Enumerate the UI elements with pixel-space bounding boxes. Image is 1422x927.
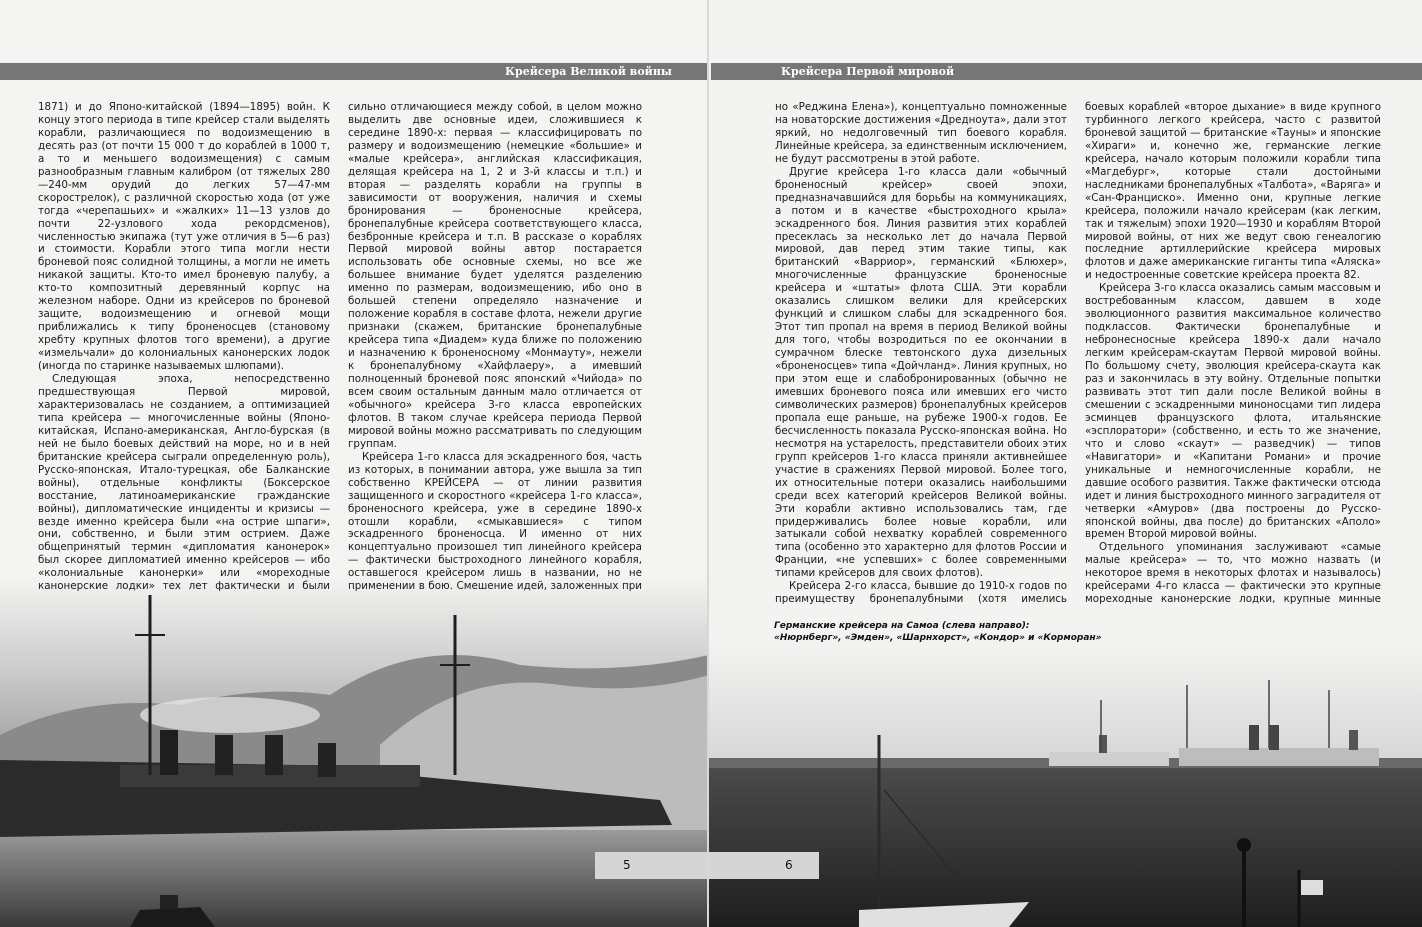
caption-line: Германские крейсера на Самоа (слева направо): (774, 621, 1030, 631)
paragraph: Крейсера 2-го класса, бывшие до 1910-х годов по преимуществу бронепалубными (хотя имелись (775, 580, 1067, 606)
paragraph: Следующая эпоха, непосредственно предшествующая Первой мировой, характеризовалась не созданием, а оптимизацией типа крейсера — многочисленные войны (Японо-китайская, Испано-американская, Англо-бурская (в ней не было боевых действий на море, но и в ней британские крейсера сыграли определенную роль), Русско-японская, Итало-турецкая, обе Балканские войны), отдельные конфликты (Боксерское восстание, латиноамериканские гражданские войны), дипломатические инциденты и кризисы — везде именно крейсера были «на острие шпаги», они, собственно, и были этим острием. Даже общепринятый термин «дипломатия канонерок» был скорее дипломатией именно крейсеров — ибо «колониальные канонерки» или «мореходные канонерские лодки» тех лет фактически и были (38, 373, 330, 591)
photo-caption (774, 620, 1102, 644)
page-number-left: 5 (595, 852, 709, 879)
paragraph: Отдельного упоминания заслуживают «самые малые крейсера» — то, что можно назвать (и некоторое время в некоторых флотах и называлось) крейсерами 4-го класса — фактически это крупные мореходные канонерские лодки, крупные минные (1085, 541, 1381, 606)
paragraph: но «Реджина Елена»), концептуально помноженные на новаторские достижения «Дредноута», дали этот яркий, но недолговечный тип боевого корабля. Линейные крейсера, за единственным исключением, не будут рассмотрены в этой работе. (775, 101, 1067, 165)
paragraph: боевых кораблей «второе дыхание» в виде крупного турбинного легкого крейсера, часто с развитой броневой защитой — британские «Тауны» и японские «Хираги» и, конечно же, германские легкие крейсера, начало которым положили корабли типа «Магдебург», которые стали достойными наследниками бронепалубных «Талбота», «Варяга» и «Сан-Франциско». Именно они, крупные легкие крейсера, положили начало крейсерам (как легким, так и тяжелым) эпохи 1920—1930 и кораблям Второй мировой войны, от них же ведут свою генеалогию последние артиллерийские крейсера мировых флотов и даже американские гиганты типа «Аляска» и недостроенные советские крейсера проекта 82. (1085, 101, 1381, 282)
page-spine (707, 0, 709, 927)
page-number-right: 6 (709, 852, 819, 879)
right-page (709, 0, 1422, 927)
paragraph: сильно отличающиеся между собой, в целом можно выделить две основные идеи, сложившиеся к середине 1890-х: первая — классифицировать по размеру и водоизмещению (немецкие «большие» и «малые крейсера», английская классификация, делящая крейсера на 1, 2 и 3-й классы и т.п.) и вторая — разделять корабли на группы в зависимости от вооружения, наличия и схемы бронирования — броненосные крейсера, бронепалубные крейсера соответствующего класса, безбронные крейсера и т.п. В рассказе о кораблях Первой мировой войны автор постарается использовать обе основные схемы, но все же большее внимание будет уделятся разделению именно по размерам, водоизмещению, ибо оно в большей степени определяло назначение и положение корабля в составе флота, нежели другие признаки (скажем, британские бронепалубные крейсера типа «Диадем» куда ближе по положению и назначению к броненосному «Монмауту», нежели к бронепалубному «Хайфлаеру», а имевший полноценный броневой пояс японский «Чийода» по всем своим остальным данным мало отличается от «обычного» крейсера 3-го класса европейских флотов. В таком случае крейсера периода Первой мировой войны можно рассматривать по следующим группам. (348, 101, 642, 450)
paragraph: 1871) и до Японо-китайской (1894—1895) войн. К концу этого периода в типе крейсер стали выделять корабли, различающиеся по водоизмещению в десять раз (от почти 15 000 т до кораблей в 1000 т, а то и меньшего водоизмещения) с самым разнообразным главным калибром (от тяжелых 280—240-мм орудий до легких 57—47-мм скорострелок), с различной скоростью хода (от уже тогда «черепашьих» и «жалких» 11—13 узлов до почти 22-узлового хода рекордсменов), численностью экипажа (тут уже отличия в 5—6 раз) и стоимости. Корабли этого типа могли нести броневой пояс солидной толщины, а могли не иметь никакой защиты. Кто-то имел броневую палубу, а кто-то композитный деревянный корпус на железном наборе. Одни из крейсеров по броневой защите, водоизмещению и огневой мощи приближались к типу броненосцев (становому хребту крупных флотов того времени), а другие «измельчали» до колониальных канонерских лодок (иногда по старинке называемых шлюпами). (38, 101, 330, 373)
left-page (0, 0, 709, 927)
running-head-left: Крейсера Великой войны (0, 63, 707, 80)
cruiser-photo-right (709, 640, 1422, 927)
paragraph: Крейсера 1-го класса для эскадренного боя, часть из которых, в понимании автора, уже вышла за тип собственно КРЕЙСЕРА — от линии развития защищенного и скоростного «крейсера 1-го класса», броненосного крейсера, уже в середине 1890-х отошли корабли, «смыкавшиеся» с типом эскадренного броненосца. И именно от них концептуально произошел тип линейного крейсера — фактически быстроходного линейного корабля, оставшегося крейсером лишь в названии, но не применении в бою. Смешение идей, заложенных при (348, 450, 642, 591)
paragraph: Другие крейсера 1-го класса дали «обычный броненосный крейсер» своей эпохи, предназначавшийся для борьбы на коммуникациях, а потом и в качестве «быстроходного крыла» эскадренного боя. Линия развития этих кораблей пресеклась за несколько лет до начала Первой мировой, дав перед этим такие типы, как британский «Варриор», германский «Блюхер», многочисленные французские броненосные крейсера и «штаты» флота США. Эти корабли оказались слишком велики для крейсерских функций и слишком слабы для эскадренного боя. Этот тип пропал на время в период Великой войны для того, чтобы возродиться по ее окончании в сумрачном блеске тевтонского духа дизельных «броненосцев» типа «Дойчланд». Линия крупных, но при этом еще и слабобронированных (обычно не имевших броневого пояса или имевших его чисто символических размеров) бронепалубных крейсеров пропала еще раньше, на рубеже 1900-х годов. Ее бесчисленность показала Русско-японская война. Но несмотря на устарелость, представители обоих этих групп крейсеров 1-го класса приняли активнейшее участие в сражениях Первой мировой. Более того, их относительные потери оказались наибольшими среди всех категорий крейсеров Великой войны. Эти корабли активно использовались там, где придерживались более новые корабли, или затыкали собой нехватку кораблей современного типа (особенно это характерно для флотов России и Франции, «не успевших» с более современными типами крейсеров для своих флотов). (775, 165, 1067, 580)
right-page-column-2 (1085, 101, 1381, 606)
running-head-right: Крейсера Первой мировой (711, 63, 1422, 80)
caption-line: «Нюрнберг», «Эмден», «Шарнхорст», «Кондор» и «Корморан» (774, 633, 1102, 643)
paragraph: Крейсера 3-го класса оказались самым массовым и востребованным классом, давшем в ходе эволюционного развития максимальное количество подклассов. Фактически бронепалубные и небронесносные крейсера 1890-х дали начало легким крейсерам-скаутам Первой мировой войны. По большому счету, эволюция крейсера-скаута как раз и закончилась в эту войну. Отдельные попытки развивать этот тип дали после Великой войны в смешении с эскадренными миноносцами тип лидера эсминцев французского флота, итальянские «эсплоратори» (собственно, и есть то же значение, что и слово «скаут» — разведчик) — типов «Навигатори» и «Капитани Романи» и прочие уникальные и немногочисленные корабли, не давшие особого развития. Также фактически отсюда идет и линия быстроходного минного заградителя от четверки «Амуров» (два построены до Русско-японской войны, два после) до британских «Аполо» времен Второй мировой войны. (1085, 282, 1381, 541)
left-page-column-2 (348, 101, 642, 591)
left-page-column-1 (38, 101, 330, 591)
right-page-column-1 (775, 101, 1067, 606)
